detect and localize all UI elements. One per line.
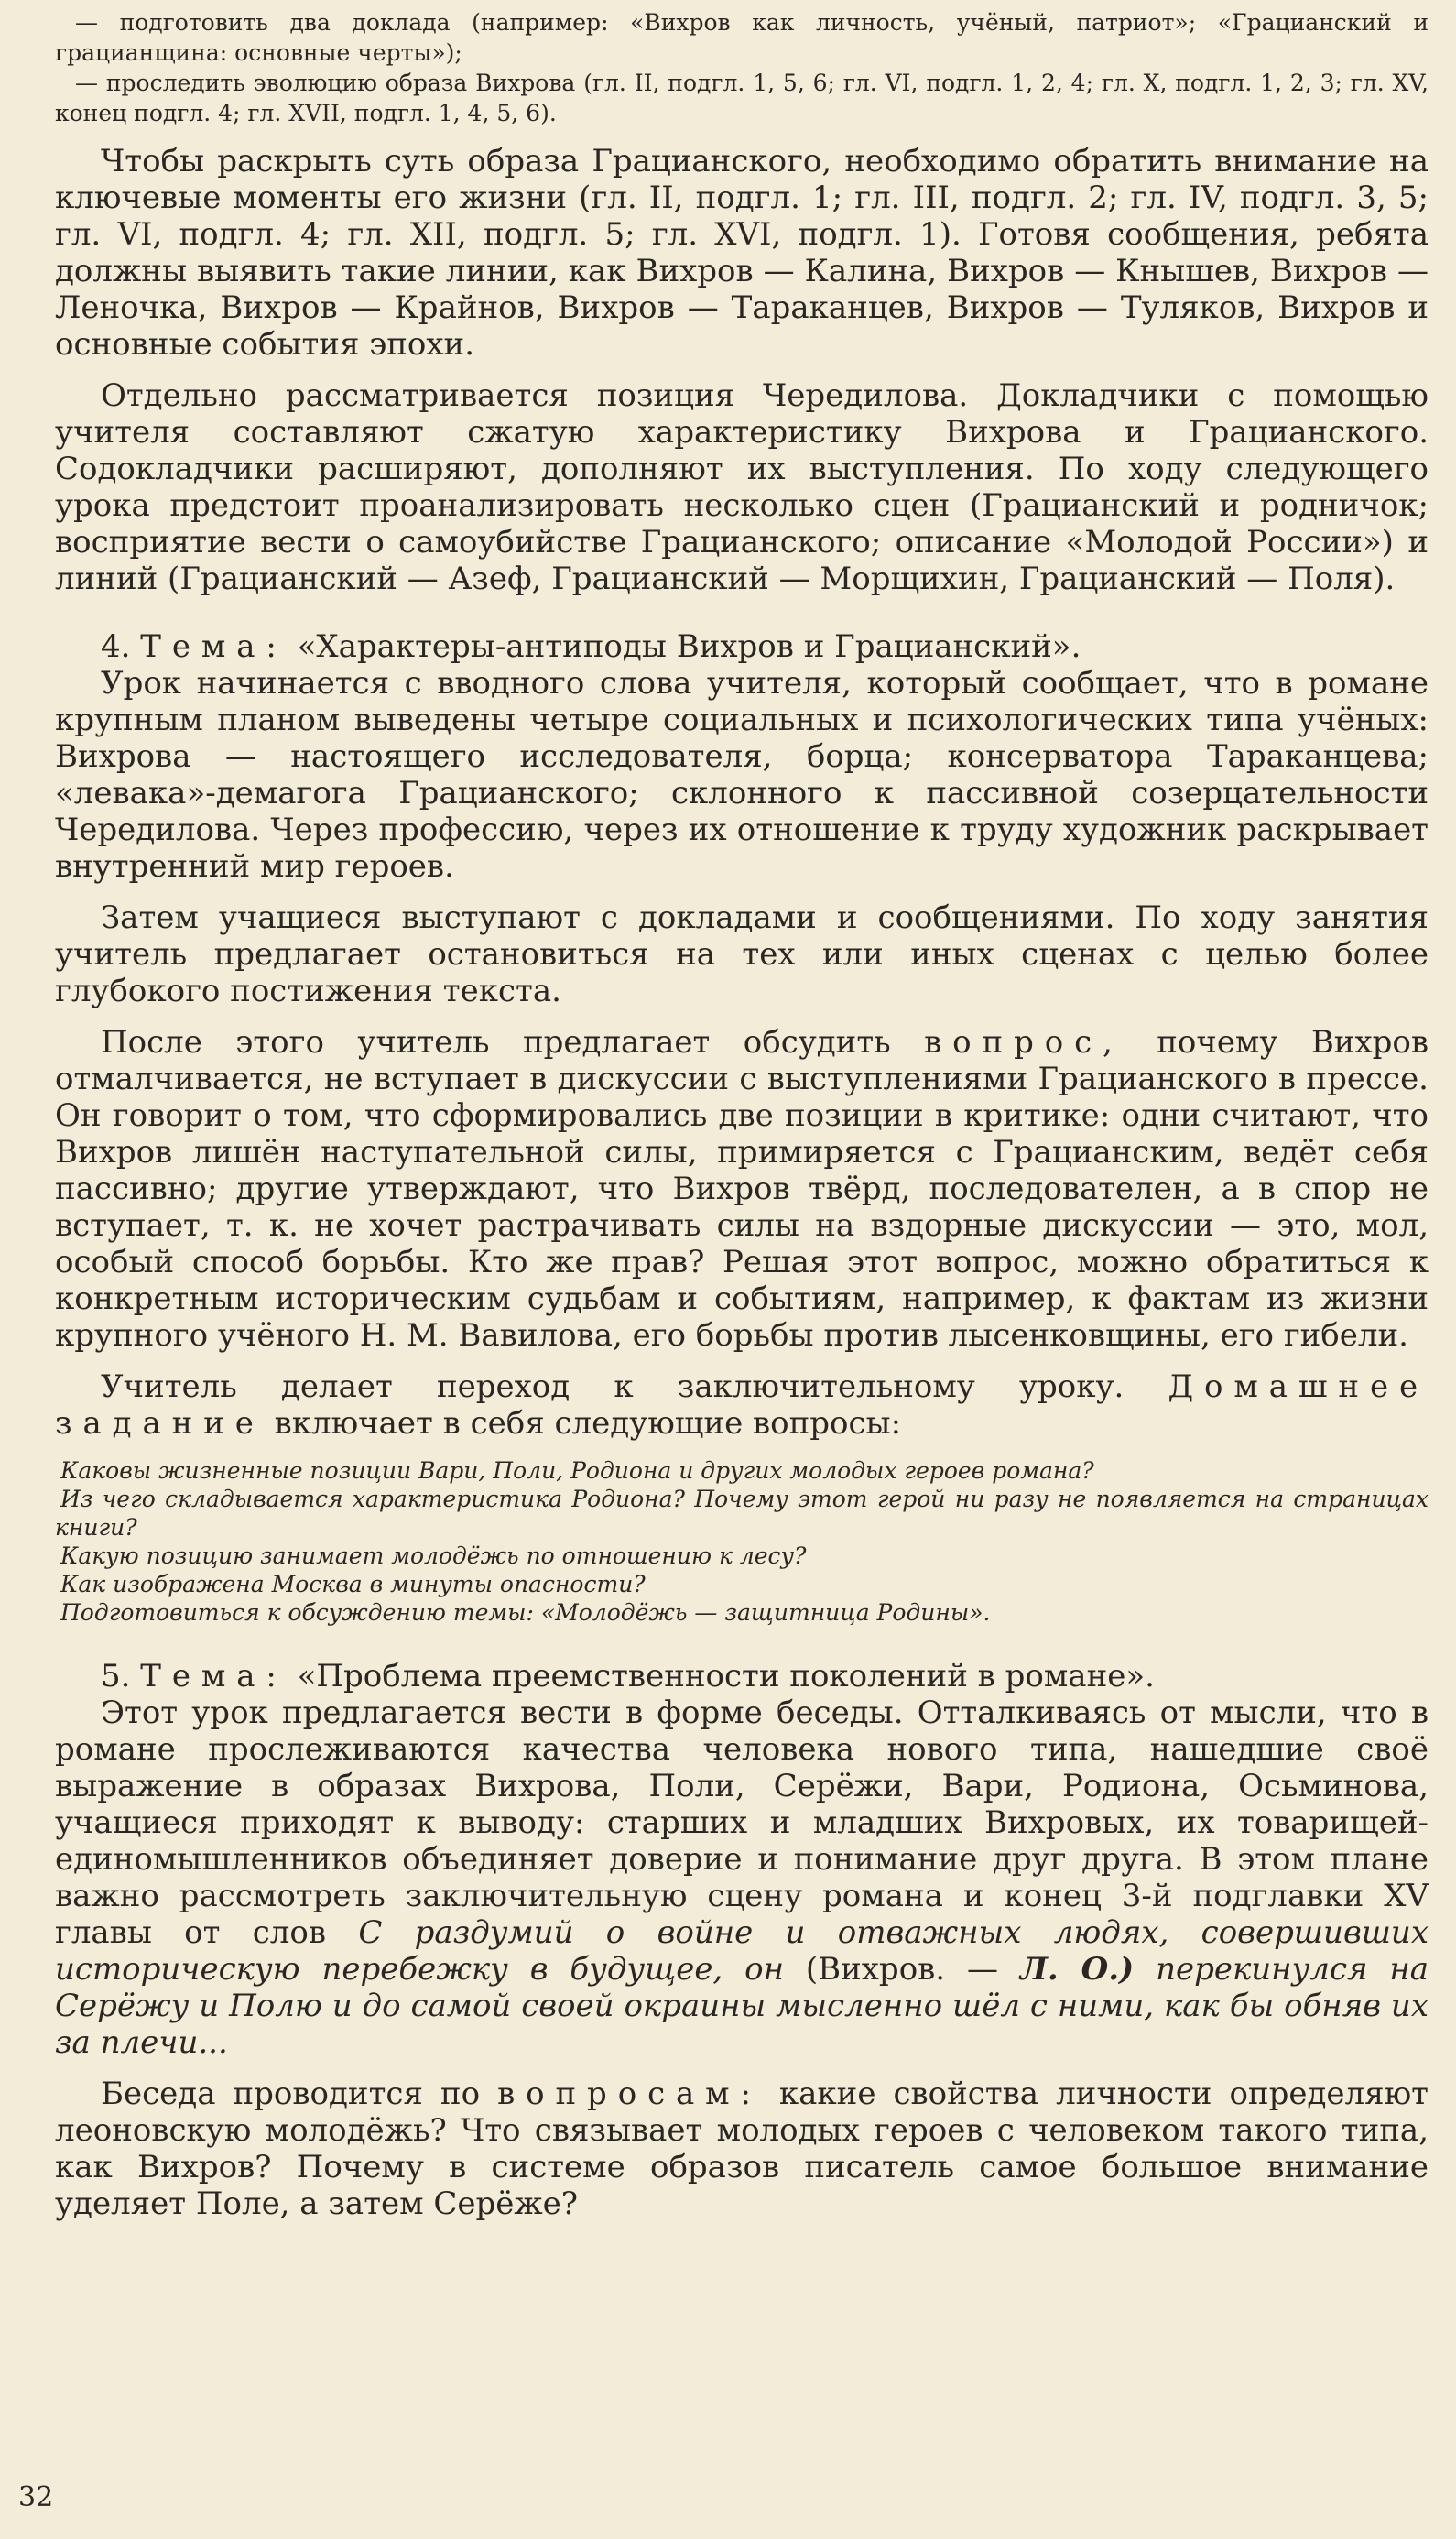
paragraph: [55, 2076, 1429, 2222]
paragraph: [55, 1694, 1429, 2061]
text-fragment: (Вихров. —: [805, 1951, 998, 1988]
spaced-word: вопросам:: [497, 2076, 762, 2112]
homework-questions: [55, 1456, 1429, 1627]
topic-heading: [55, 1658, 1429, 1694]
topic-heading: [55, 628, 1429, 665]
author-initials: Л. О.): [1019, 1951, 1135, 1988]
text-fragment: После этого учитель предлагает обсудить: [101, 1024, 891, 1061]
spaced-word: вопрос,: [924, 1024, 1124, 1061]
topic-title: «Характеры-антиподы Вихров и Грацианский».: [297, 628, 1081, 665]
topic-title: «Проблема преемственности поколений в романе».: [297, 1658, 1155, 1694]
topic-number: 4.: [101, 628, 131, 665]
topic-word: Тема:: [140, 628, 288, 665]
question-item: Каковы жизненные позиции Вари, Поли, Родиона и других молодых героев романа?: [60, 1457, 1094, 1484]
italic-quote: перекинулся на Серёжу и Полю и до самой своей окраины мысленно шёл с ними, как бы обняв их за плечи...: [55, 1951, 1429, 2061]
intro-item: — проследить эволюцию образа Вихрова (гл. II, подгл. 1, 5, 6; гл. VI, подгл. 1, 2, 4; гл. X, подгл. 1, 2, 3; гл. XV, конец подгл. 4; гл. XVII, подгл. 1, 4, 5, 6).: [55, 70, 1429, 126]
topic-number: 5.: [101, 1658, 131, 1694]
topic-word: Тема:: [140, 1658, 288, 1694]
paragraph: Чтобы раскрыть суть образа Грацианского, необходимо обратить внимание на ключевые моменты его жизни (гл. II, подгл. 1; гл. III, подгл. 2; гл. IV, подгл. 3, 5; гл. VI, подгл. 4; гл. XII, подгл. 5; гл. XVI, подгл. 1). Готовя сообщения, ребята должны выявить такие линии, как Вихров — Калина, Вихров — Кнышев, Вихров — Леночка, Вихров — Крайнов, Вихров — Тараканцев, Вихров — Туляков, Вихров и основные события эпохи.: [55, 143, 1429, 363]
page-number: 32: [18, 2481, 54, 2513]
spaced-word: Домашнее задание: [55, 1368, 1429, 1442]
italic-quote: С раздумий о войне и отважных людях, совершивших историческую перебежку в будущее, он: [55, 1914, 1429, 1988]
paragraph: [55, 1368, 1429, 1442]
question-item: Подготовиться к обсуждению темы: «Молодёжь — защитница Родины».: [60, 1599, 991, 1626]
question-item: Из чего складывается характеристика Родиона? Почему этот герой ни разу не появляется на страницах книги?: [55, 1486, 1429, 1541]
intro-item: — подготовить два доклада (например: «Вихров как личность, учёный, патриот»; «Грацианский и грацианщина: основные черты»);: [55, 9, 1429, 66]
question-item: Какую позицию занимает молодёжь по отношению к лесу?: [60, 1542, 807, 1569]
paragraph: Затем учащиеся выступают с докладами и сообщениями. По ходу занятия учитель предлагает остановиться на тех или иных сценах с целью более глубокого постижения текста.: [55, 899, 1429, 1009]
paragraph: [55, 1024, 1429, 1354]
text-fragment: включает в себя следующие вопросы:: [274, 1405, 902, 1442]
text-fragment: Этот урок предлагается вести в форме беседы. Отталкиваясь от мысли, что в романе прослеживаются качества человека нового типа, нашедшие своё выражение в образах Вихрова, Поли, Серёжи, Вари, Родиона, Осьминова, учащиеся приходят к выводу: старших и младших Вихровых, их товарищей-единомышленников объединяет доверие и понимание друг друга. В этом плане важно рассмотреть заключительную сцену романа и конец 3-й подглавки XV главы от слов: [55, 1694, 1429, 1951]
text-fragment: почему Вихров отмалчивается, не вступает в дискуссии с выступлениями Грацианского в прессе. Он говорит о том, что сформировались две позиции в критике: одни считают, что Вихров лишён наступательной силы, примиряется с Грацианским, ведёт себя пассивно; другие утверждают, что Вихров твёрд, последователен, а в спор не вступает, т. к. не хочет растрачивать силы на вздорные дискуссии — это, мол, особый способ борьбы. Кто же прав? Решая этот вопрос, можно обратиться к конкретным историческим судьбам и событиям, например, к фактам из жизни крупного учёного Н. М. Вавилова, его борьбы против лысенковщины, его гибели.: [55, 1024, 1429, 1354]
question-item: Как изображена Москва в минуты опасности?: [60, 1571, 646, 1597]
text-fragment: Учитель делает переход к заключительному уроку.: [101, 1368, 1125, 1405]
paragraph: Отдельно рассматривается позиция Чередилова. Докладчики с помощью учителя составляют сжатую характеристику Вихрова и Грацианского. Содокладчики расширяют, дополняют их выступления. По ходу следующего урока предстоит проанализировать несколько сцен (Грацианский и родничок; восприятие вести о самоубийстве Грацианского; описание «Молодой России») и линий (Грацианский — Азеф, Грацианский — Морщихин, Грацианский — Поля).: [55, 377, 1429, 597]
text-fragment: Беседа проводится по: [101, 2076, 481, 2112]
text-fragment: какие свойства личности определяют леоновскую молодёжь? Что связывает молодых героев с человеком такого типа, как Вихров? Почему в системе образов писатель самое большое внимание уделяет Поле, а затем Серёже?: [55, 2076, 1429, 2222]
paragraph: Урок начинается с вводного слова учителя, который сообщает, что в романе крупным планом выведены четыре социальных и психологических типа учёных: Вихрова — настоящего исследователя, борца; консерватора Тараканцева; «левака»-демагога Грацианского; склонного к пассивной созерцательности Чередилова. Через профессию, через их отношение к труду художник раскрывает внутренний мир героев.: [55, 665, 1429, 885]
